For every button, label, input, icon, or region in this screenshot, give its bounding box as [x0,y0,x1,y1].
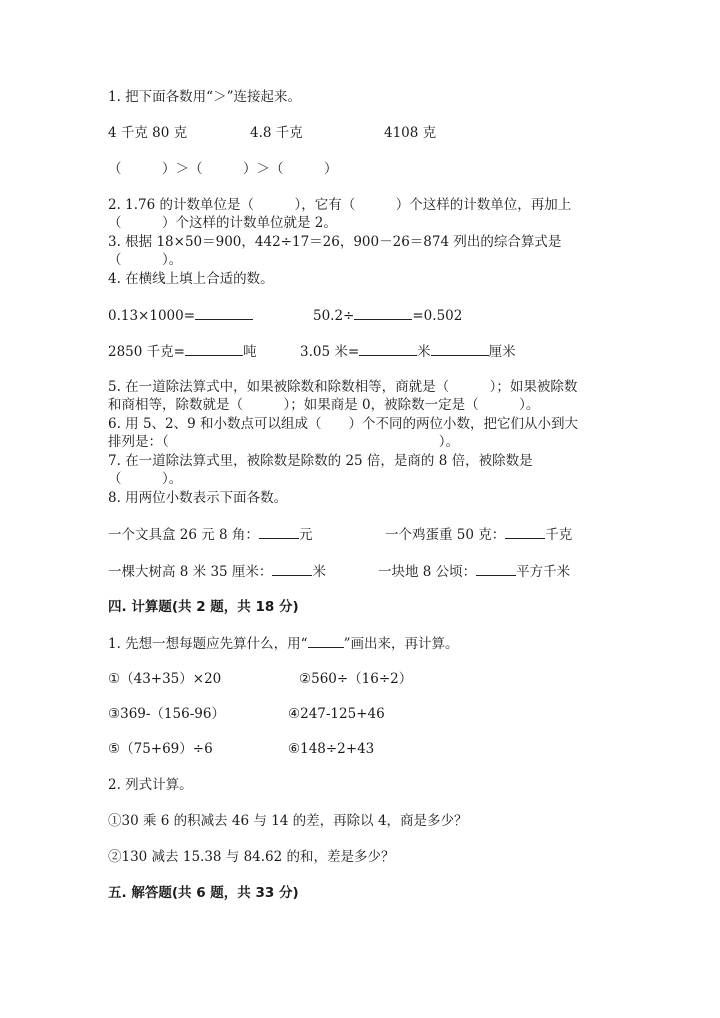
q2-line-2: （ ）个这样的计数单位就是 2。 [108,215,337,231]
q7-line-1: 7. 在一道除法算式里，被除数是除数的 25 倍，是商的 8 倍，被除数是 [108,453,533,469]
q8-item-c [108,562,326,581]
q4-expr-2b: =0.502 [412,308,463,324]
q7-line-2: （ ）。 [108,471,183,487]
q8-c-unit: 米 [312,564,326,580]
answer-blank[interactable] [476,562,516,576]
q5-line-2: 和商相等，除数就是（ ）；如果商是 0，被除数一定是（ ）。 [108,397,540,413]
q8-b-label: 一个鸡蛋重 50 克： [385,527,506,543]
s4-q1-text-b: ”画出来，再计算。 [343,636,459,652]
answer-blank[interactable] [505,525,545,539]
answer-blank[interactable] [259,525,299,539]
q4-expr-2a: 50.2÷ [313,308,355,324]
q4-expr-3a: 2850 千克= [108,344,185,360]
q8-item-a [108,525,312,544]
q8-d-label: 一块地 8 公顷： [378,564,477,580]
expr-4: ④247-125+46 [288,706,385,722]
q1-answer-line: （ ）＞（ ）＞（ ） [108,161,338,177]
s4-q1-text-a: 1. 先想一想每题应先算什么，用“ [108,636,308,652]
q8-a-label: 一个文具盒 26 元 8 角： [108,527,259,543]
expr-2: ②560÷（16÷2） [299,671,413,687]
q4-expr-3b: 吨 [242,344,257,360]
expr-5: ⑤（75+69）÷6 [108,741,213,757]
q4-text: 4. 在横线上填上合适的数。 [108,271,274,287]
q8-a-unit: 元 [298,527,313,543]
answer-blank[interactable] [431,342,489,356]
expr-1: ①（43+35）×20 [108,671,222,687]
q3-line-2: （ ）。 [108,252,183,268]
q8-item-b [385,525,572,544]
q4-row-2-left [108,342,256,361]
q6-line-1: 6. 用 5、2、9 和小数点可以组成（ ）个不同的两位小数，把它们从小到大 [108,416,579,432]
q1-text: 1. 把下面各数用“＞”连接起来。 [108,89,301,105]
answer-blank[interactable] [195,306,253,320]
answer-blank[interactable] [354,306,412,320]
answer-blank[interactable] [272,562,312,576]
underline-sample [308,634,344,648]
q8-text: 8. 用两位小数表示下面各数。 [108,490,288,506]
q4-expr-4a: 3.05 米= [300,344,360,360]
q4-expr-4c: 厘米 [488,344,516,360]
q1-item-2: 4.8 千克 [250,125,303,141]
section-5-title: 五. 解答题(共 6 题，共 33 分) [108,885,299,901]
q6-line-2: 排列是：（ ）。 [108,434,459,450]
s4-q2-text: 2. 列式计算。 [108,777,193,793]
q1-item-1: 4 千克 80 克 [108,125,188,141]
q2-line-1: 2. 1.76 的计数单位是（ ），它有（ ）个这样的计数单位，再加上 [108,197,572,213]
q4-expr-1: 0.13×1000= [108,308,196,324]
q4-expr-4b: 米 [417,344,431,360]
q4-row-1-right [313,306,462,325]
expr-3: ③369-（156-96） [108,706,225,722]
q8-b-unit: 千克 [545,527,573,543]
q8-c-label: 一棵大树高 8 米 35 厘米： [108,564,273,580]
section-4-title: 四. 计算题(共 2 题，共 18 分) [108,599,299,615]
s4-q2-sub-2: ②130 减去 15.38 与 84.62 的和，差是多少？ [108,849,395,865]
answer-blank[interactable] [359,342,417,356]
q1-item-3: 4108 克 [384,125,437,141]
q3-line-1: 3. 根据 18×50＝900，442÷17＝26，900－26＝874 列出的综合算式是 [108,234,562,250]
expr-6: ⑥148÷2+43 [288,741,375,757]
q4-row-2-right [300,342,516,361]
q8-d-unit: 平方千米 [516,564,571,580]
s4-q2-sub-1: ①30 乘 6 的积减去 46 与 14 的差，再除以 4，商是多少？ [108,813,468,829]
q8-item-d [378,562,570,581]
q5-line-1: 5. 在一道除法算式中，如果被除数和除数相等，商就是（ ）；如果被除数 [108,379,578,395]
answer-blank[interactable] [185,342,243,356]
s4-q1-text [108,634,458,653]
q4-row-1-left [108,306,253,325]
